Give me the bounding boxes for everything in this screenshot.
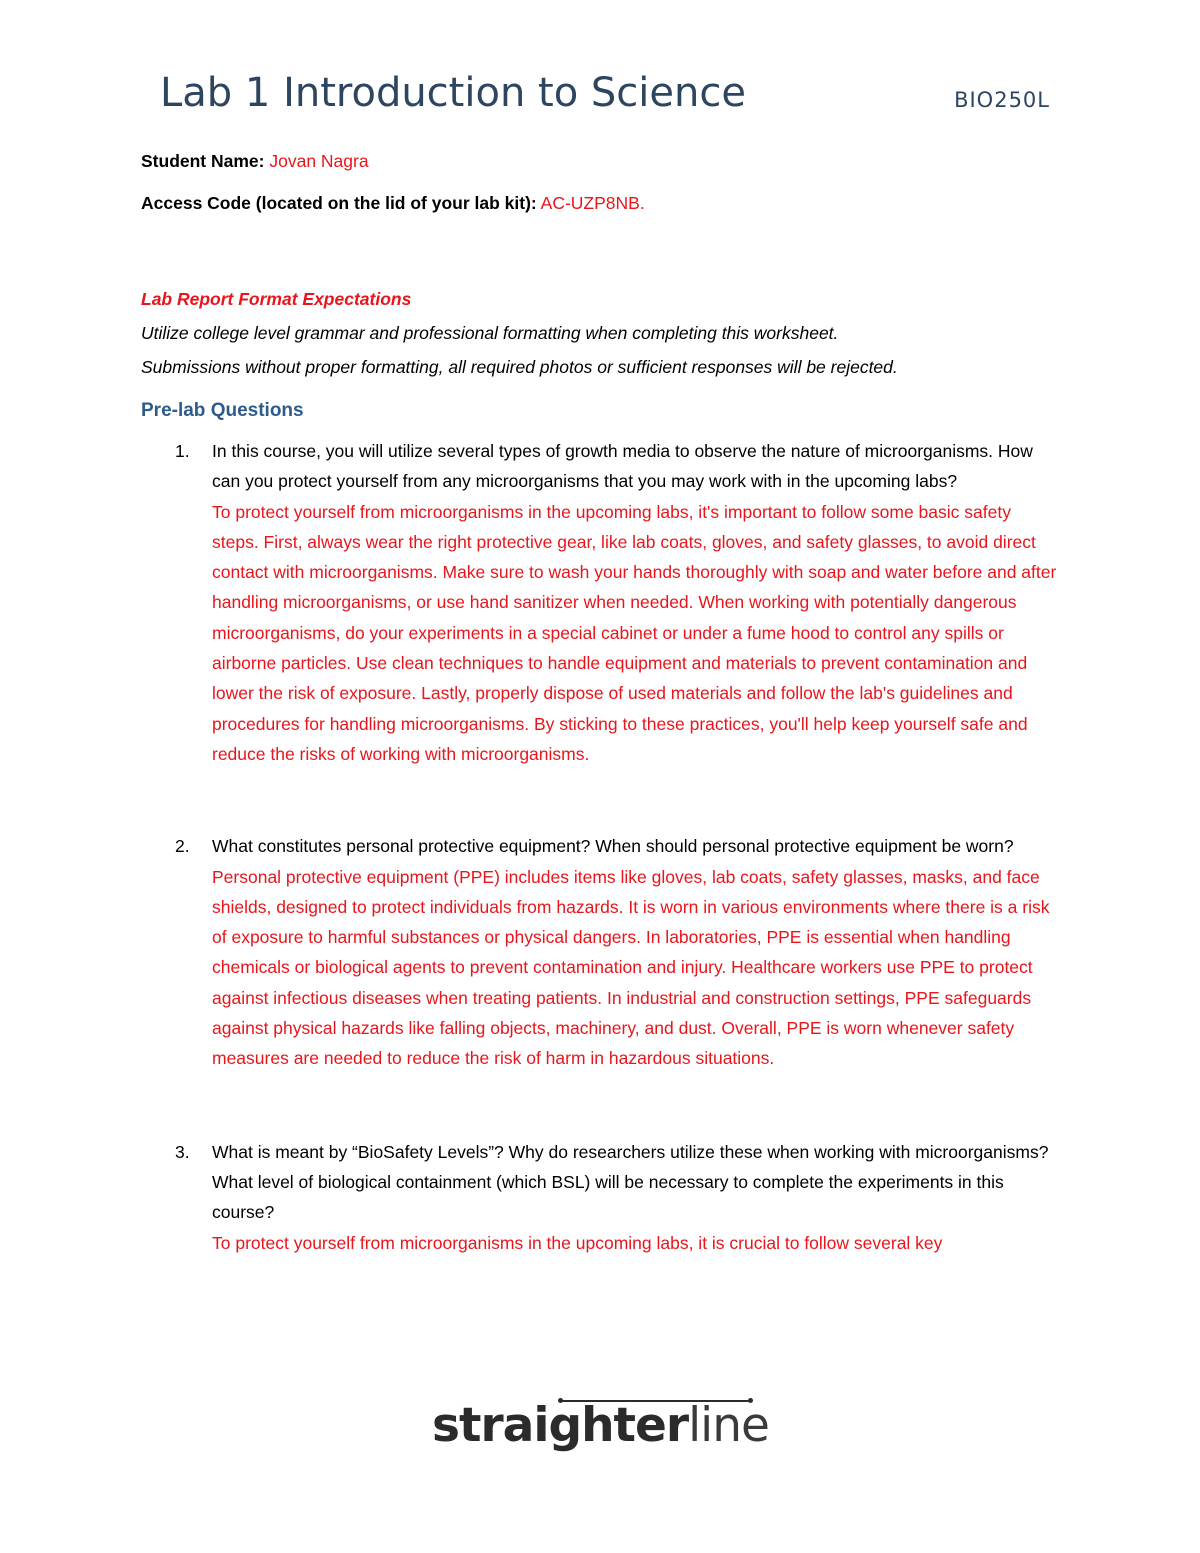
spacer <box>141 1074 1061 1137</box>
answer-text: To protect yourself from microorganisms in the upcoming labs, it's important to follow some basic safety steps. First, always wear the right protective gear, like lab coats, gloves, and safety glasses, to avoid direct contact with microorganisms. Make sure to wash your hands thoroughly with soap and water before and after handling microorganisms, or use hand sanitizer when needed. When working with potentially dangerous microorganisms, do your experiments in a special cabinet or under a fume hood to control any spills or airborne particles. Use clean techniques to handle equipment and materials to prevent contamination and lower the risk of exposure. Lastly, properly dispose of used materials and follow the lab's guidelines and procedures for handling microorganisms. By sticking to these practices, you'll help keep yourself safe and reduce the risks of working with microorganisms. <box>212 501 1057 764</box>
question-text: In this course, you will utilize several types of growth media to observe the nature of microorganisms. How can you protect yourself from any microorganisms that you may work with in the upcoming labs? <box>212 441 1033 492</box>
prelab-heading: Pre-lab Questions <box>141 400 304 421</box>
access-code-label: Access Code (located on the lid of your lab kit): <box>141 193 537 213</box>
document-body <box>141 146 1061 1258</box>
question-item-2 <box>141 831 1061 1073</box>
document-title: Lab 1 Introduction to Science <box>160 70 746 116</box>
question-text: What is meant by “BioSafety Levels”? Why do researchers utilize these when working with microorganisms? What level of biological containment (which BSL) will be necessary to complete the experiments in this course? <box>212 1141 1049 1223</box>
logo-wordmark-light: line <box>688 1398 769 1453</box>
question-text: What constitutes personal protective equipment? When should personal protective equipment be worn? <box>212 836 1014 857</box>
spacer <box>141 769 1061 831</box>
logo-wordmark-bold: straighter <box>432 1398 689 1453</box>
logo-wordmark <box>432 1398 769 1453</box>
student-name-value: Jovan Nagra <box>269 151 369 171</box>
question-item-3 <box>141 1137 1061 1258</box>
access-code-line <box>141 188 1061 218</box>
title-row <box>160 70 1050 130</box>
student-name-line <box>141 146 1061 176</box>
prelab-question-list <box>141 436 1061 1258</box>
spacer <box>141 230 1061 282</box>
format-expectations-line-1: Utilize college level grammar and professional formatting when completing this worksheet. <box>141 323 839 343</box>
format-expectations-heading: Lab Report Format Expectations <box>141 289 412 309</box>
question-number: 2. <box>175 836 190 857</box>
format-expectations-line-2: Submissions without proper formatting, all required photos or sufficient responses will be rejected. <box>141 357 898 377</box>
question-number: 1. <box>175 441 190 461</box>
question-number: 3. <box>175 1141 190 1162</box>
question-item-1 <box>141 436 1061 769</box>
answer-text: To protect yourself from microorganisms in the upcoming labs, it is crucial to follow several key <box>212 1232 943 1253</box>
access-code-value: AC-UZP8NB. <box>540 193 645 213</box>
straighterline-logo <box>432 1392 769 1462</box>
course-code: BIO250L <box>954 88 1050 112</box>
student-name-label: Student Name: <box>141 151 265 171</box>
answer-text: Personal protective equipment (PPE) includes items like gloves, lab coats, safety glasses, masks, and face shields, designed to protect individuals from hazards. It is worn in various environments where there is a risk of exposure to harmful substances or physical dangers. In laboratories, PPE is essential when handling chemicals or biological agents to prevent contamination and injury. Healthcare workers use PPE to protect against infectious diseases when treating patients. In industrial and construction settings, PPE safeguards against physical hazards like falling objects, machinery, and dust. Overall, PPE is worn whenever safety measures are needed to reduce the risk of harm in hazardous situations. <box>212 866 1050 1069</box>
